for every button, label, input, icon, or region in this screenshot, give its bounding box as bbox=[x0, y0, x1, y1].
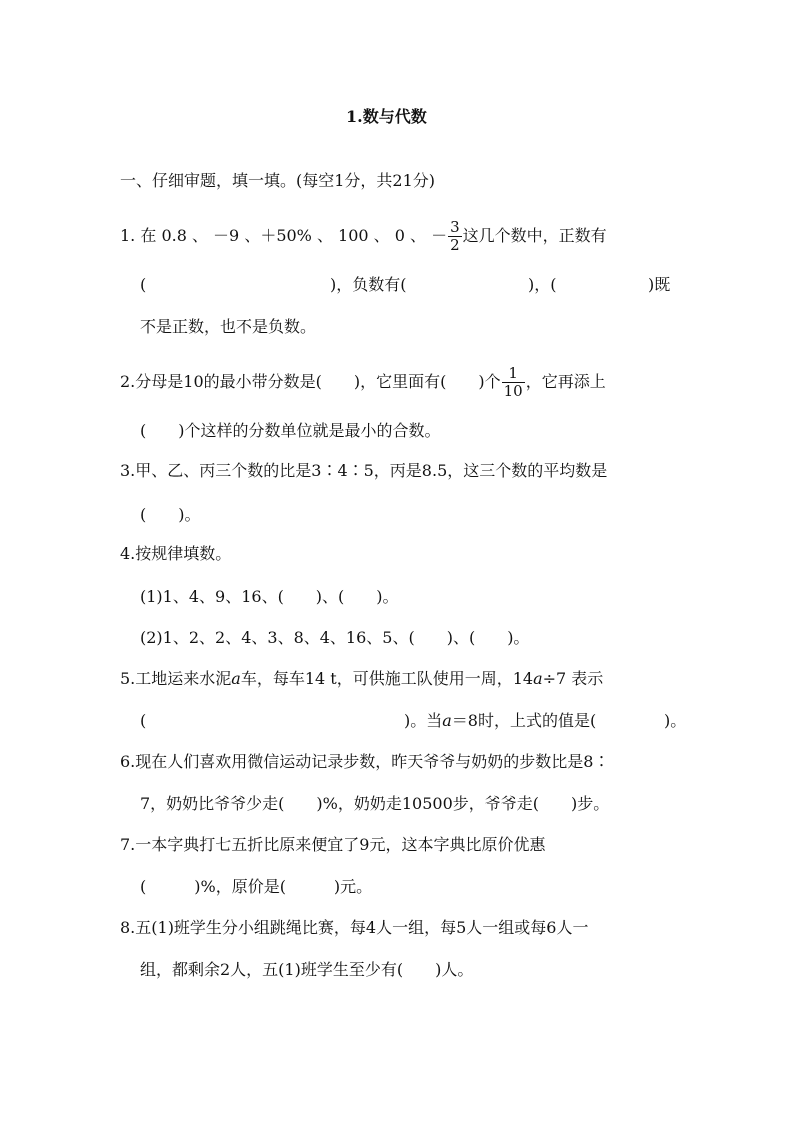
question-1-end: )既 bbox=[648, 275, 671, 294]
question-5-mid: )。当 bbox=[404, 711, 443, 730]
question-4-line-1: 4.按规律填数。 bbox=[120, 544, 232, 563]
fraction-numerator: 1 bbox=[508, 364, 518, 382]
question-2-fraction bbox=[502, 366, 525, 399]
question-7-line-1: 7.一本字典打七五折比原来便宜了9元，这本字典比原价优惠 bbox=[120, 835, 546, 854]
question-5-text-a: 5.工地运来水泥 bbox=[120, 669, 232, 688]
fraction-denominator: 2 bbox=[450, 236, 460, 254]
fraction-numerator: 3 bbox=[450, 218, 460, 236]
question-1-tail: 这几个数中，正数有 bbox=[462, 226, 607, 245]
fraction-denominator: 10 bbox=[503, 382, 523, 400]
question-1-line-3: 不是正数，也不是负数。 bbox=[140, 317, 317, 336]
question-4-line-3: (2)1、2、2、4、3、8、4、16、5、( )、( )。 bbox=[140, 628, 530, 647]
question-5-mid-2: ＝8时，上式的值是( bbox=[451, 711, 597, 730]
question-5-open-paren: ( bbox=[140, 711, 147, 730]
page-title: 1.数与代数 bbox=[346, 107, 427, 126]
question-5-end: )。 bbox=[664, 711, 687, 730]
variable-a: a bbox=[231, 669, 241, 688]
question-1-lead: 1. 在 0.8 、 －9 、＋50% 、 100 、 0 、 － bbox=[120, 226, 448, 245]
question-1-line-1 bbox=[120, 220, 607, 253]
question-3-line-2: ( )。 bbox=[140, 505, 201, 524]
question-5-line-2-rest bbox=[404, 710, 596, 732]
variable-a: a bbox=[442, 711, 452, 730]
question-2-lead: 2.分母是10的最小带分数是( )，它里面有( )个 bbox=[120, 372, 501, 391]
question-1-mid: )，负数有( bbox=[330, 275, 407, 294]
question-3-line-1: 3.甲、乙、丙三个数的比是3∶4∶5，丙是8.5，这三个数的平均数是 bbox=[120, 461, 608, 480]
question-5-line-1 bbox=[120, 668, 603, 690]
question-1-open-paren: ( bbox=[140, 275, 147, 294]
question-1-mid-2: )，( bbox=[528, 275, 557, 294]
question-2-line-1 bbox=[120, 366, 606, 399]
question-8-line-2: 组，都剩余2人，五(1)班学生至少有( )人。 bbox=[140, 960, 474, 979]
question-2-tail: ，它再添上 bbox=[525, 372, 606, 391]
question-2-line-2: ( )个这样的分数单位就是最小的合数。 bbox=[140, 421, 441, 440]
question-7-line-2: ( )%，原价是( )元。 bbox=[140, 877, 373, 896]
variable-a: a bbox=[533, 669, 543, 688]
question-1-fraction bbox=[448, 220, 462, 253]
question-8-line-1: 8.五(1)班学生分小组跳绳比赛，每4人一组，每5人一组或每6人一 bbox=[120, 918, 589, 937]
question-4-line-2: (1)1、4、9、16、( )、( )。 bbox=[140, 587, 399, 606]
question-5-text-b: 车，每车14 t，可供施工队使用一周，14 bbox=[240, 669, 534, 688]
question-6-line-1: 6.现在人们喜欢用微信运动记录步数，昨天爷爷与奶奶的步数比是8∶ bbox=[120, 752, 610, 771]
question-5-text-c: ÷7 表示 bbox=[542, 669, 604, 688]
question-6-line-2: 7，奶奶比爷爷少走( )%，奶奶走10500步，爷爷走( )步。 bbox=[140, 794, 610, 813]
section-heading: 一、仔细审题，填一填。(每空1分，共21分) bbox=[120, 171, 436, 190]
